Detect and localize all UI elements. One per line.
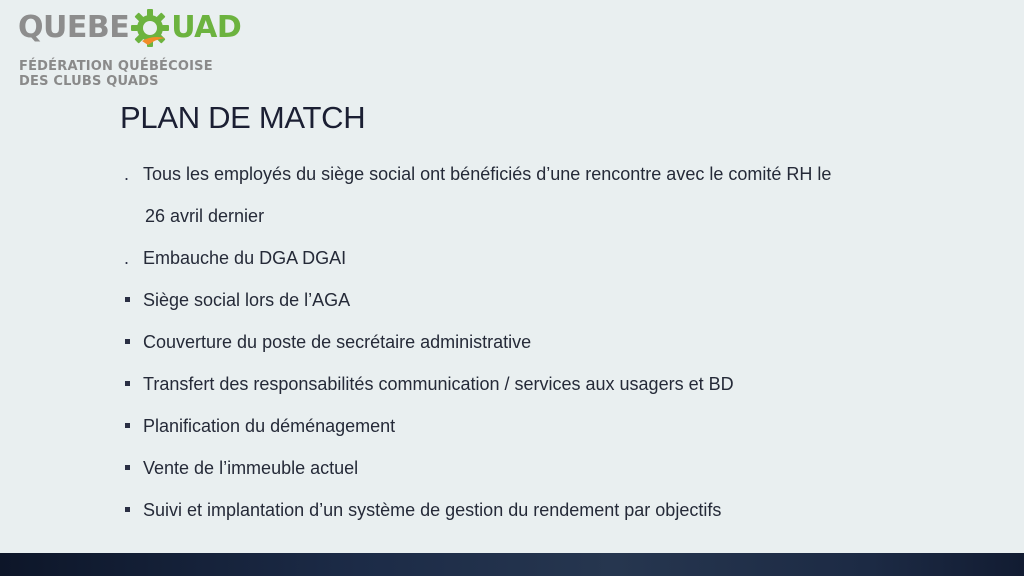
bullet-item-continuation (123, 195, 1003, 237)
bullet-item (123, 489, 1003, 531)
bullet-text: Couverture du poste de secrétaire administrative (143, 331, 532, 352)
logo-subtitle (19, 59, 213, 89)
slide-title: PLAN DE MATCH (120, 100, 366, 135)
bullet-item (123, 321, 1003, 363)
gear-q-icon (130, 8, 170, 48)
bullet-square-icon (123, 500, 143, 521)
footer-bar (0, 553, 1024, 576)
logo-subtitle-line2: DES CLUBS QUADS (19, 74, 159, 89)
bullet-square-icon (123, 416, 143, 437)
bullet-item (123, 363, 1003, 405)
quebequad-logo (18, 8, 258, 94)
bullet-square-icon (123, 290, 143, 311)
bullet-marker-dot: . (124, 247, 130, 268)
logo-wordmark (18, 8, 241, 48)
bullet-square-icon (123, 332, 143, 353)
bullet-text: Tous les employés du siège social ont bénéficiés d’une rencontre avec le comité RH le (143, 163, 832, 184)
bullet-square-icon (123, 374, 143, 395)
bullet-list (123, 153, 1003, 531)
logo-subtitle-line1: FÉDÉRATION QUÉBÉCOISE (19, 59, 213, 74)
bullet-item (123, 237, 1003, 279)
logo-word-left: QUEBE (18, 10, 130, 45)
bullet-marker-dot: . (124, 163, 130, 184)
bullet-text: Transfert des responsabilités communication / services aux usagers et BD (143, 373, 734, 394)
bullet-text: 26 avril dernier (145, 205, 265, 226)
bullet-text: Planification du déménagement (143, 415, 396, 436)
bullet-text: Embauche du DGA DGAI (143, 247, 347, 268)
bullet-text: Vente de l’immeuble actuel (143, 457, 359, 478)
bullet-text: Suivi et implantation d’un système de gestion du rendement par objectifs (143, 499, 722, 520)
bullet-text: Siège social lors de l’AGA (143, 289, 351, 310)
bullet-item (123, 279, 1003, 321)
bullet-square-icon (123, 458, 143, 479)
bullet-item (123, 153, 1003, 195)
bullet-item (123, 447, 1003, 489)
bullet-item (123, 405, 1003, 447)
logo-word-right: UAD (171, 10, 242, 45)
